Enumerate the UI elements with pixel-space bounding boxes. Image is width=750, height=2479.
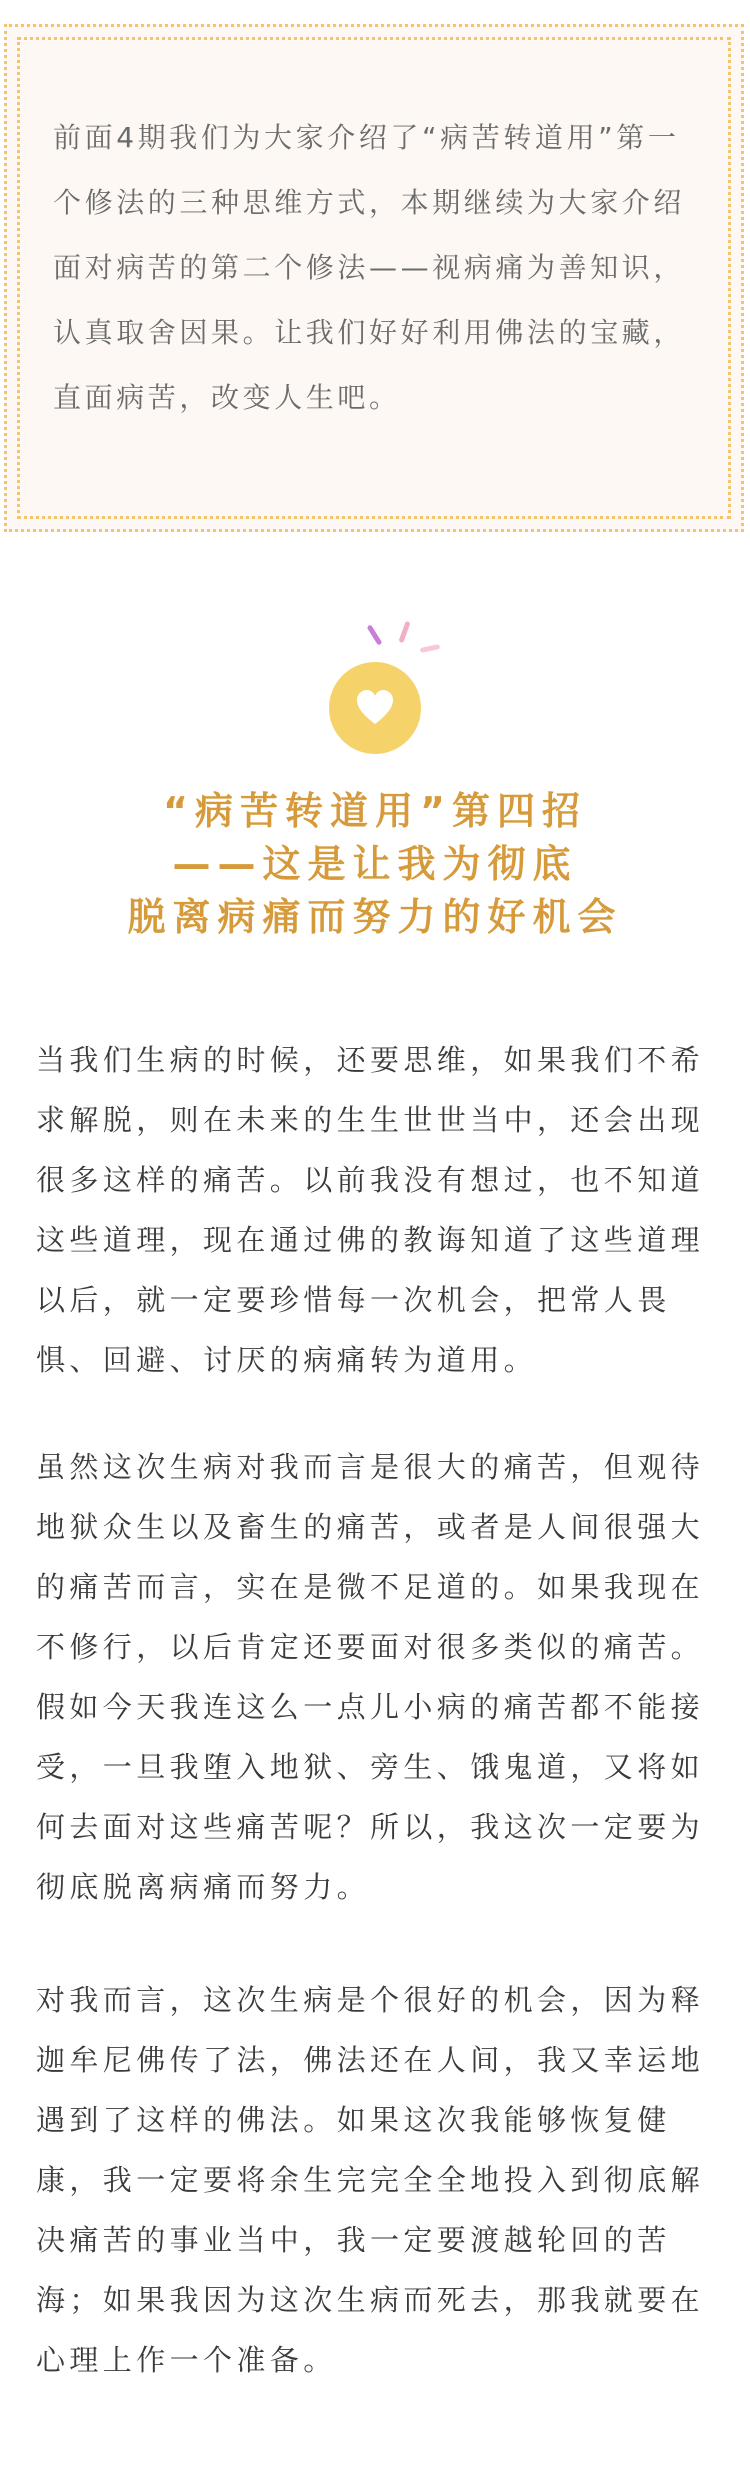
body-paragraph-1: 当我们生病的时候，还要思维，如果我们不希求解脱，则在未来的生生世世当中，还会出现很多这样的痛苦。以前我没有想过，也不知道这些道理，现在通过佛的教诲知道了这些道理以后，就一定要珍惜每一次机会，把常人畏惧、回避、讨厌的病痛转为道用。	[36, 1043, 705, 1377]
sparkle-decoration	[367, 624, 383, 645]
heart-icon	[354, 687, 396, 729]
section-heading-line-1: “病苦转道用”第四招	[163, 789, 587, 833]
intro-box	[4, 24, 744, 532]
intro-text: 前面4期我们为大家介绍了“病苦转道用”第一个修法的三种思维方式，本期继续为大家介绍面对病苦的第二个修法——视病痛为善知识，认真取舍因果。让我们好好利用佛法的宝藏，直面病苦，改变人生吧。	[53, 121, 686, 414]
section-heading-line-3: 脱离病痛而努力的好机会	[127, 895, 623, 939]
body-paragraph-3: 对我而言，这次生病是个很好的机会，因为释迦牟尼佛传了法，佛法还在人间，我又幸运地遇到了这样的佛法。如果这次我能够恢复健康，我一定要将余生完完全全地投入到彻底解决痛苦的事业当中，我一定要渡越轮回的苦海；如果我因为这次生病而死去，那我就要在心理上作一个准备。	[36, 1983, 705, 2377]
section-heading-line-2: ——这是让我为彻底	[172, 842, 578, 886]
sparkle-decoration	[420, 644, 441, 653]
body-paragraph-2: 虽然这次生病对我而言是很大的痛苦，但观待地狱众生以及畜生的痛苦，或者是人间很强大的痛苦而言，实在是微不足道的。如果我现在不修行，以后肯定还要面对很多类似的痛苦。假如今天我连这么一点儿小病的痛苦都不能接受，一旦我堕入地狱、旁生、饿鬼道，又将如何去面对这些痛苦呢？所以，我这次一定要为彻底脱离病痛而努力。	[36, 1450, 705, 1904]
heart-badge	[329, 662, 421, 754]
sparkle-decoration	[398, 621, 410, 643]
